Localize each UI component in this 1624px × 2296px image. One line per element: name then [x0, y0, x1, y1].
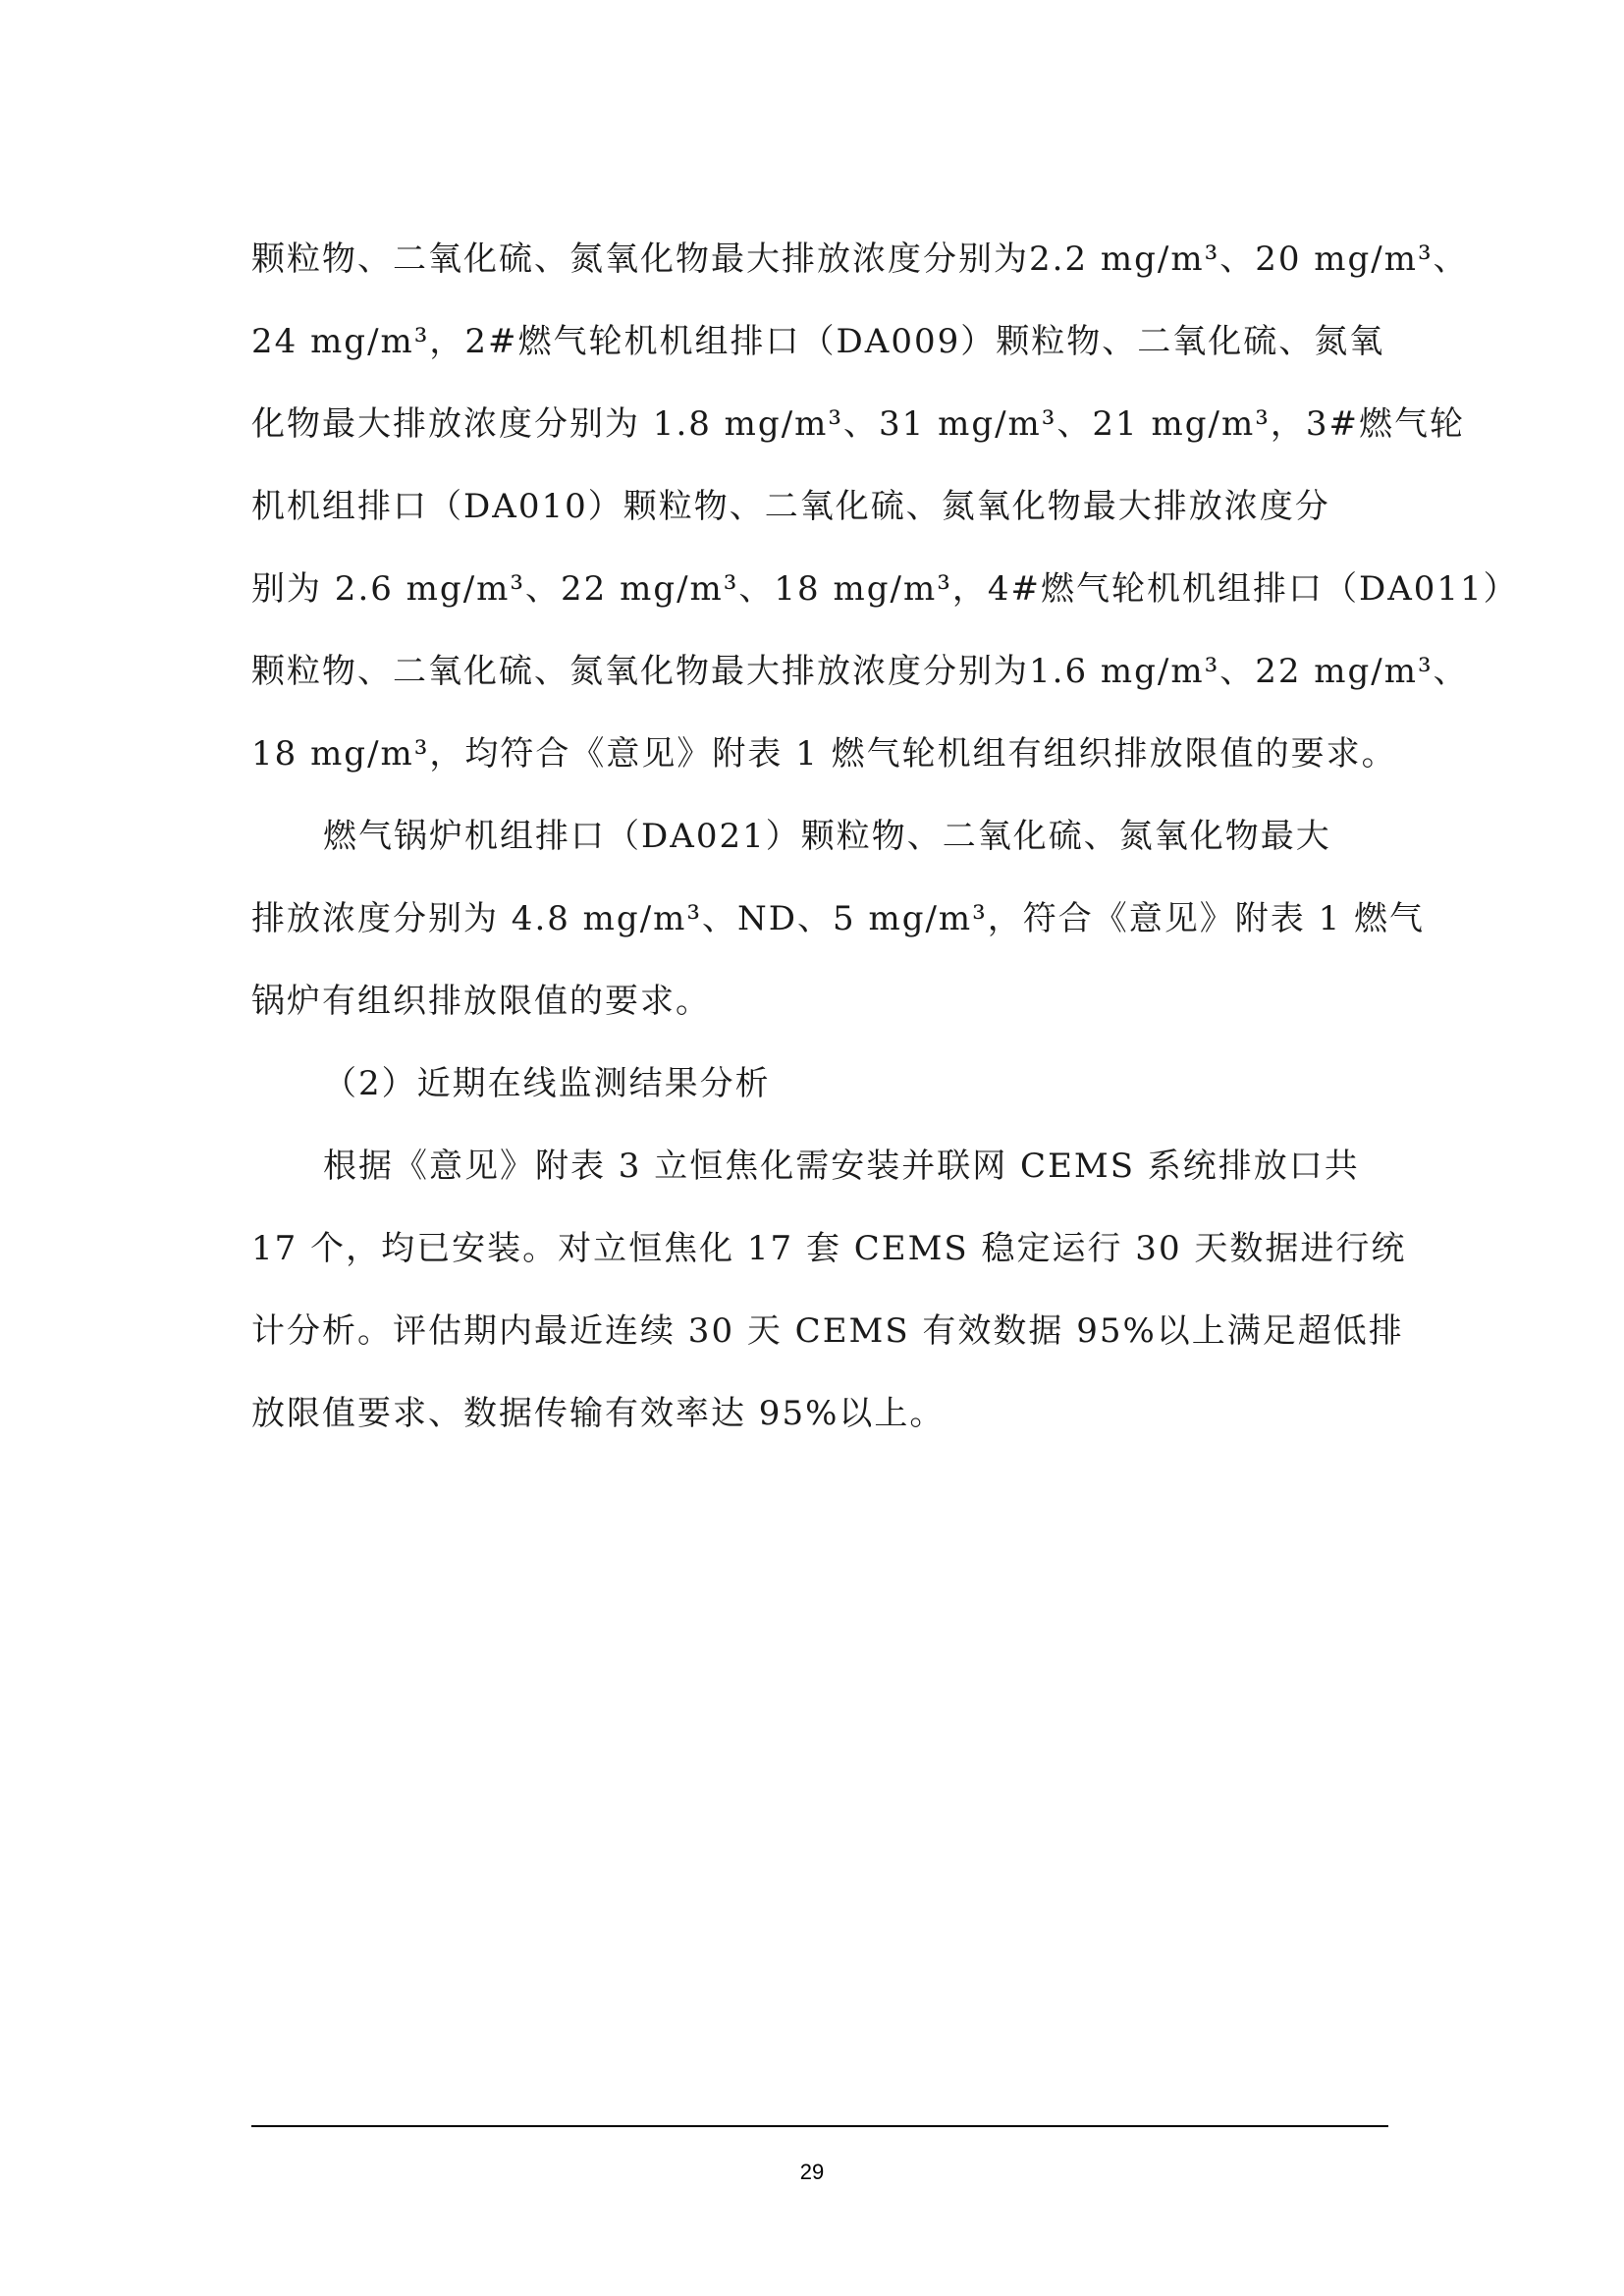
page-number: 29 — [799, 2160, 825, 2184]
text-line: 24 mg/m³，2#燃气轮机机组排口（DA009）颗粒物、二氧化硫、氮氧 — [251, 322, 1385, 361]
text-line: 计分析。评估期内最近连续 30 天 CEMS 有效数据 95%以上满足超低排 — [251, 1311, 1404, 1351]
document-body — [251, 218, 1519, 1455]
text-line: 颗粒物、二氧化硫、氮氧化物最大排放浓度分别为1.6 mg/m³、22 mg/m³、 — [251, 652, 1469, 691]
text-line: 颗粒物、二氧化硫、氮氧化物最大排放浓度分别为2.2 mg/m³、20 mg/m³、 — [251, 240, 1469, 279]
text-line: 化物最大排放浓度分别为 1.8 mg/m³、31 mg/m³、21 mg/m³，3#燃气轮 — [251, 404, 1465, 444]
text-line: 排放浓度分别为 4.8 mg/m³、ND、5 mg/m³，符合《意见》附表 1 燃气 — [251, 899, 1426, 938]
text-line: 机机组排口（DA010）颗粒物、二氧化硫、氮氧化物最大排放浓度分 — [251, 487, 1330, 526]
text-line: 17 个，均已安装。对立恒焦化 17 套 CEMS 稳定运行 30 天数据进行统 — [251, 1229, 1407, 1268]
text-line: 别为 2.6 mg/m³、22 mg/m³、18 mg/m³，4#燃气轮机机组排口（DA011） — [251, 569, 1519, 609]
section-heading: （2）近期在线监测结果分析 — [323, 1064, 771, 1103]
paragraph-start-line: 燃气锅炉机组排口（DA021）颗粒物、二氧化硫、氮氧化物最大 — [323, 817, 1331, 856]
text-line: 18 mg/m³，均符合《意见》附表 1 燃气轮机组有组织排放限值的要求。 — [251, 734, 1397, 774]
paragraph-start-line: 根据《意见》附表 3 立恒焦化需安装并联网 CEMS 系统排放口共 — [323, 1147, 1360, 1186]
text-line: 锅炉有组织排放限值的要求。 — [251, 982, 711, 1021]
footer-divider — [251, 2125, 1388, 2127]
text-line: 放限值要求、数据传输有效率达 95%以上。 — [251, 1394, 946, 1433]
